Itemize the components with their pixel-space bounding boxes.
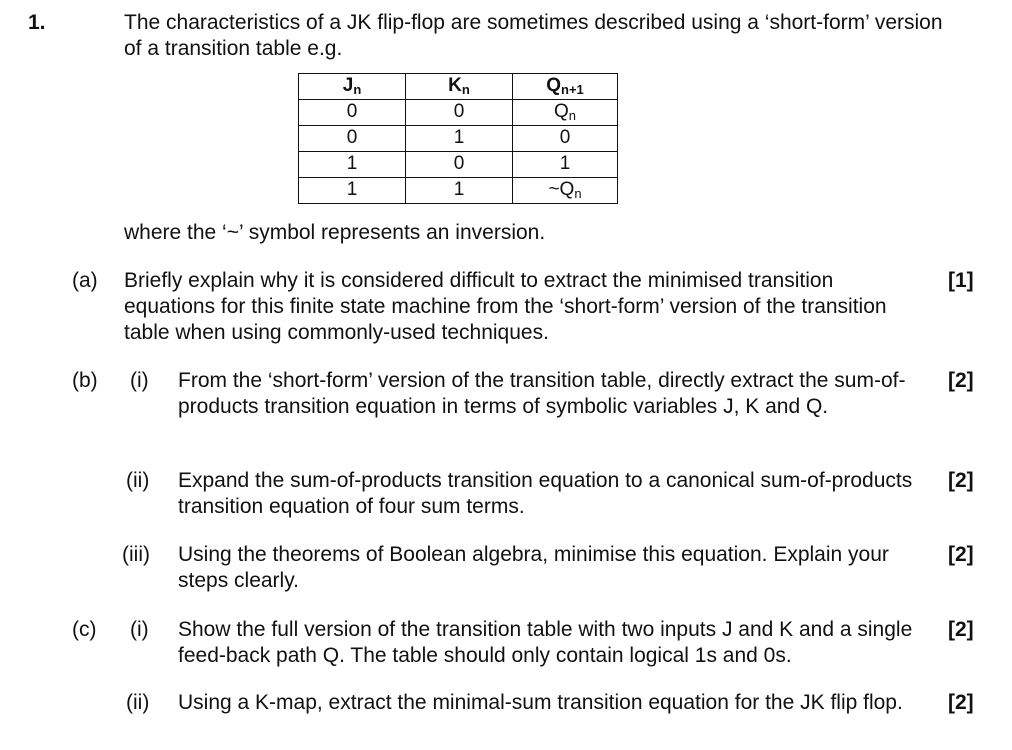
part-c-ii-text: Using a K-map, extract the minimal-sum transition equation for the JK flip flop.: [178, 691, 903, 714]
table-cell: [406, 100, 513, 126]
cell-base: 0: [346, 101, 358, 122]
question-number: 1.: [28, 11, 46, 34]
part-b-iii-number: (iii): [122, 543, 150, 566]
table-cell: [513, 178, 618, 204]
cell-base: 0: [453, 101, 465, 122]
part-c-i-text: Show the full version of the transition table with two inputs J and K and a single feed-back path Q. The table should only contain logical 1s and 0s.: [178, 618, 913, 667]
table-row: [299, 100, 618, 126]
table-cell: [299, 178, 406, 204]
table-header: [299, 74, 406, 100]
header-base: Q: [546, 75, 561, 96]
table-cell: [513, 152, 618, 178]
header-sub: n: [461, 82, 470, 97]
part-c-ii-marks: [2]: [948, 691, 974, 714]
part-c-i-marks: [2]: [948, 618, 974, 641]
inversion-note: where the ‘~’ symbol represents an inversion.: [124, 221, 546, 244]
table-cell: [299, 126, 406, 152]
cell-base: ~Q: [548, 179, 575, 200]
part-a-label: (a): [72, 269, 98, 292]
question-intro: The characteristics of a JK flip-flop are sometimes described using a ‘short-form’ version of a transition table e.g.: [124, 11, 943, 60]
part-c-ii-number: (ii): [126, 691, 150, 714]
transition-table: [298, 73, 618, 204]
cell-sub: n: [568, 108, 576, 123]
table-cell: [513, 100, 618, 126]
cell-base: 0: [453, 153, 465, 174]
part-b-i-marks: [2]: [948, 369, 974, 392]
table-header: [513, 74, 618, 100]
part-b-i-text: From the ‘short-form’ version of the transition table, directly extract the sum-of-products transition equation in terms of symbolic variables J, K and Q.: [178, 369, 906, 418]
table-cell: [406, 126, 513, 152]
part-b-ii-text: Expand the sum-of-products transition equation to a canonical sum-of-products transition equation of four sum terms.: [178, 469, 913, 518]
cell-base: 0: [559, 127, 571, 148]
part-b-iii-text: Using the theorems of Boolean algebra, minimise this equation. Explain your steps clearly.: [178, 543, 889, 592]
table-cell: [299, 100, 406, 126]
part-c-label: (c): [72, 618, 97, 641]
part-c-i-number: (i): [130, 618, 149, 641]
header-base: J: [342, 75, 354, 96]
cell-base: 1: [453, 179, 465, 200]
cell-base: 1: [346, 179, 358, 200]
table-header: [406, 74, 513, 100]
header-sub: n: [353, 82, 362, 97]
part-b-ii-number: (ii): [126, 469, 150, 492]
table-cell: [513, 126, 618, 152]
header-sub: n+1: [561, 82, 584, 97]
cell-base: Q: [553, 101, 569, 122]
table-row: [299, 178, 618, 204]
part-b-i-number: (i): [130, 369, 149, 392]
cell-base: 1: [346, 153, 358, 174]
table-cell: [406, 152, 513, 178]
cell-sub: n: [574, 186, 582, 201]
part-b-ii-marks: [2]: [948, 469, 974, 492]
table-cell: [406, 178, 513, 204]
part-b-label: (b): [72, 369, 98, 392]
cell-base: 0: [346, 127, 358, 148]
table-header-row: [299, 74, 618, 100]
table-row: [299, 152, 618, 178]
part-a-marks: [1]: [948, 269, 974, 292]
header-base: K: [448, 75, 462, 96]
table-row: [299, 126, 618, 152]
cell-base: 1: [559, 153, 571, 174]
cell-base: 1: [453, 127, 465, 148]
table-cell: [299, 152, 406, 178]
part-b-iii-marks: [2]: [948, 543, 974, 566]
part-a-text: Briefly explain why it is considered difficult to extract the minimised transition equations for this finite state machine from the ‘short-form’ version of the transition table when using commonly-used techniques.: [124, 269, 887, 344]
